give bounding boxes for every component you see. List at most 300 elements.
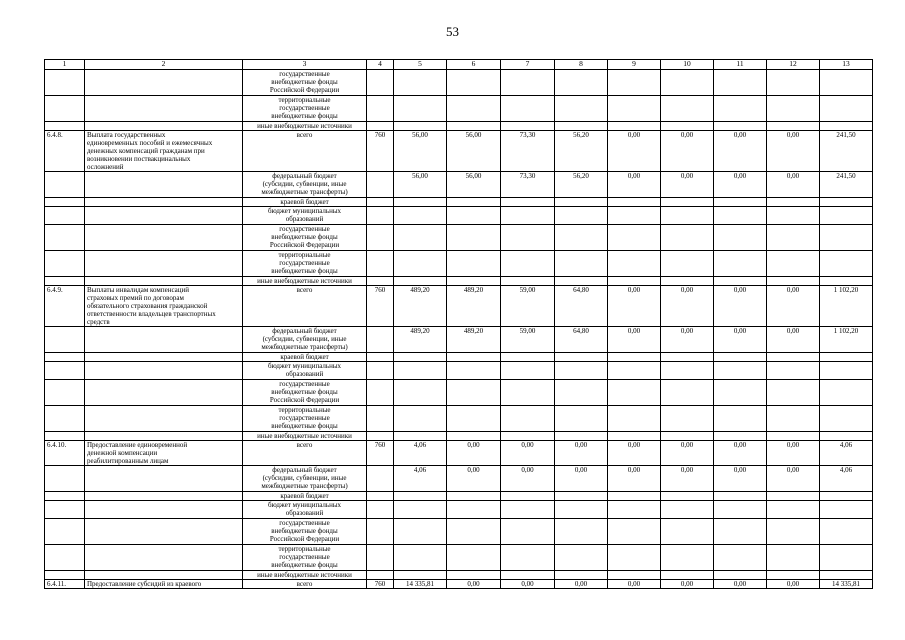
value-cell [555,406,608,432]
value-cell [714,207,767,225]
value-cell [555,519,608,545]
value-cell: 73,30 [501,131,555,172]
code-cell [367,519,394,545]
item-description-cell [85,96,243,122]
value-cell [661,406,714,432]
code-cell [367,380,394,406]
funding-source-cell: краевой бюджет [243,198,367,207]
value-cell: 0,00 [608,441,661,466]
value-cell [555,571,608,580]
value-cell: 4,06 [394,441,447,466]
funding-source-cell: иные внебюджетные источники [243,277,367,286]
table-row [45,198,873,207]
code-cell [367,198,394,207]
item-number-cell [45,406,85,432]
code-cell [367,492,394,501]
value-cell: 0,00 [661,466,714,492]
code-cell [367,571,394,580]
value-cell [394,353,447,362]
value-cell [555,251,608,277]
code-cell [367,207,394,225]
funding-source-cell: территориальные государственные внебюджетные фонды [243,406,367,432]
value-cell: 56,00 [394,131,447,172]
item-description-cell [85,492,243,501]
value-cell [608,362,661,380]
value-cell: 0,00 [661,580,714,589]
value-cell: 489,20 [447,327,501,353]
funding-source-cell: иные внебюджетные источники [243,571,367,580]
value-cell [820,122,873,131]
value-cell [608,501,661,519]
funding-source-cell: краевой бюджет [243,492,367,501]
value-cell [661,501,714,519]
value-cell [608,519,661,545]
value-cell [394,198,447,207]
value-cell [447,406,501,432]
value-cell: 0,00 [661,172,714,198]
value-cell [661,545,714,571]
item-number-cell [45,96,85,122]
table-row [45,172,873,198]
value-cell [714,362,767,380]
value-cell: 0,00 [447,466,501,492]
value-cell [394,70,447,96]
page-number: 53 [446,24,459,39]
value-cell [820,545,873,571]
item-number-cell [45,172,85,198]
item-description-cell [85,172,243,198]
code-cell [367,70,394,96]
value-cell [555,545,608,571]
value-cell: 0,00 [555,580,608,589]
code-cell [367,225,394,251]
item-number-cell: 6.4.9. [45,286,85,327]
column-header: 8 [555,60,608,70]
funding-source-cell: федеральный бюджет (субсидии, субвенции, иные межбюджетные трансферты) [243,327,367,353]
value-cell [555,277,608,286]
value-cell: 59,00 [501,286,555,327]
value-cell: 0,00 [608,580,661,589]
value-cell [501,571,555,580]
code-cell: 760 [367,286,394,327]
value-cell [608,70,661,96]
value-cell [608,198,661,207]
value-cell [555,122,608,131]
table-row [45,131,873,172]
value-cell [820,70,873,96]
value-cell: 0,00 [661,441,714,466]
value-cell [555,96,608,122]
code-cell [367,96,394,122]
column-header: 4 [367,60,394,70]
value-cell [661,251,714,277]
value-cell [501,251,555,277]
value-cell [608,492,661,501]
code-cell: 760 [367,580,394,589]
value-cell: 241,50 [820,172,873,198]
item-number-cell [45,198,85,207]
value-cell: 0,00 [447,441,501,466]
value-cell [714,251,767,277]
column-header: 2 [85,60,243,70]
value-cell [608,251,661,277]
code-cell [367,501,394,519]
value-cell [714,353,767,362]
value-cell [767,96,820,122]
value-cell [394,501,447,519]
value-cell [820,353,873,362]
funding-source-cell: всего [243,441,367,466]
value-cell [714,380,767,406]
value-cell [447,362,501,380]
value-cell [714,70,767,96]
column-header: 9 [608,60,661,70]
funding-source-cell: бюджет муниципальных образований [243,501,367,519]
value-cell [447,492,501,501]
value-cell [820,519,873,545]
value-cell [555,501,608,519]
value-cell [767,353,820,362]
value-cell: 0,00 [501,441,555,466]
item-number-cell [45,70,85,96]
value-cell [820,501,873,519]
value-cell [555,492,608,501]
value-cell [394,380,447,406]
table-row [45,380,873,406]
value-cell [661,380,714,406]
funding-source-cell: территориальные государственные внебюджетные фонды [243,96,367,122]
funding-source-cell: всего [243,580,367,589]
column-header: 5 [394,60,447,70]
value-cell [501,492,555,501]
item-description-cell [85,466,243,492]
column-header: 11 [714,60,767,70]
value-cell [767,492,820,501]
value-cell: 56,00 [447,172,501,198]
value-cell: 0,00 [555,466,608,492]
value-cell: 489,20 [447,286,501,327]
value-cell [447,207,501,225]
value-cell: 0,00 [501,466,555,492]
value-cell [767,207,820,225]
value-cell [661,353,714,362]
item-number-cell [45,225,85,251]
value-cell [608,380,661,406]
value-cell: 0,00 [608,466,661,492]
value-cell: 59,00 [501,327,555,353]
item-number-cell: 6.4.11. [45,580,85,589]
table-row [45,432,873,441]
value-cell [714,501,767,519]
value-cell: 0,00 [714,466,767,492]
value-cell [555,225,608,251]
table-row [45,122,873,131]
value-cell [394,225,447,251]
item-number-cell [45,122,85,131]
value-cell [501,545,555,571]
value-cell [394,277,447,286]
code-cell [367,172,394,198]
funding-source-cell: всего [243,131,367,172]
column-header: 1 [45,60,85,70]
value-cell: 56,20 [555,172,608,198]
value-cell: 4,06 [394,466,447,492]
value-cell [608,277,661,286]
value-cell [661,207,714,225]
value-cell [714,545,767,571]
value-cell [714,96,767,122]
value-cell: 4,06 [820,466,873,492]
value-cell [447,353,501,362]
value-cell [767,545,820,571]
funding-source-cell: государственные внебюджетные фонды Российской Федерации [243,70,367,96]
item-description-cell [85,353,243,362]
item-description-cell [85,122,243,131]
value-cell [394,432,447,441]
value-cell: 0,00 [661,327,714,353]
item-description-cell [85,277,243,286]
value-cell [447,380,501,406]
item-description-cell [85,198,243,207]
value-cell [394,207,447,225]
table-row [45,353,873,362]
table-row [45,277,873,286]
column-header: 6 [447,60,501,70]
value-cell: 0,00 [767,580,820,589]
code-cell [367,277,394,286]
value-cell [501,353,555,362]
item-number-cell: 6.4.8. [45,131,85,172]
column-header: 3 [243,60,367,70]
value-cell [820,492,873,501]
value-cell [661,96,714,122]
value-cell [714,122,767,131]
item-description-cell [85,70,243,96]
value-cell: 0,00 [767,327,820,353]
code-cell [367,353,394,362]
item-description-cell [85,251,243,277]
item-number-cell [45,492,85,501]
item-number-cell [45,353,85,362]
value-cell [447,198,501,207]
table-row [45,545,873,571]
value-cell [501,519,555,545]
value-cell [555,198,608,207]
value-cell [501,225,555,251]
code-cell: 760 [367,441,394,466]
column-header: 7 [501,60,555,70]
value-cell [661,225,714,251]
value-cell [447,501,501,519]
funding-source-cell: бюджет муниципальных образований [243,362,367,380]
value-cell [394,492,447,501]
column-header: 12 [767,60,820,70]
value-cell [767,277,820,286]
table-row [45,441,873,466]
code-cell [367,251,394,277]
item-number-cell [45,327,85,353]
value-cell [661,519,714,545]
funding-source-cell: территориальные государственные внебюджетные фонды [243,545,367,571]
table-row [45,96,873,122]
value-cell [394,122,447,131]
value-cell: 64,80 [555,327,608,353]
value-cell: 1 102,20 [820,286,873,327]
column-header: 13 [820,60,873,70]
value-cell: 0,00 [608,286,661,327]
column-header: 10 [661,60,714,70]
value-cell [394,519,447,545]
value-cell [714,198,767,207]
value-cell [501,198,555,207]
value-cell [447,432,501,441]
item-number-cell [45,380,85,406]
value-cell [447,70,501,96]
value-cell [714,571,767,580]
value-cell: 0,00 [714,327,767,353]
value-cell: 0,00 [608,131,661,172]
value-cell [661,70,714,96]
value-cell [661,122,714,131]
value-cell [501,207,555,225]
code-cell [367,362,394,380]
value-cell [767,70,820,96]
value-cell [714,277,767,286]
value-cell [767,251,820,277]
value-cell [394,251,447,277]
value-cell [661,198,714,207]
value-cell [555,362,608,380]
value-cell [714,406,767,432]
value-cell [608,406,661,432]
budget-table [44,59,873,589]
funding-source-cell: иные внебюджетные источники [243,122,367,131]
item-description-cell [85,432,243,441]
value-cell [820,198,873,207]
code-cell [367,327,394,353]
value-cell [820,225,873,251]
item-number-cell [45,362,85,380]
item-description-cell [85,406,243,432]
value-cell [661,277,714,286]
funding-source-cell: всего [243,286,367,327]
value-cell [820,571,873,580]
value-cell: 14 335,81 [394,580,447,589]
value-cell [447,251,501,277]
value-cell [767,519,820,545]
value-cell: 489,20 [394,286,447,327]
item-description-cell [85,380,243,406]
value-cell [767,501,820,519]
value-cell: 0,00 [767,441,820,466]
value-cell [661,362,714,380]
value-cell [501,122,555,131]
value-cell [555,432,608,441]
funding-source-cell: государственные внебюджетные фонды Российской Федерации [243,519,367,545]
value-cell [820,96,873,122]
value-cell [447,571,501,580]
value-cell: 241,50 [820,131,873,172]
value-cell [555,380,608,406]
value-cell [447,277,501,286]
value-cell: 4,06 [820,441,873,466]
value-cell [501,406,555,432]
header-row [45,60,873,70]
value-cell [714,492,767,501]
value-cell [767,362,820,380]
item-description-cell [85,501,243,519]
table-row [45,327,873,353]
value-cell [608,353,661,362]
item-description-cell [85,571,243,580]
value-cell [661,492,714,501]
code-cell [367,432,394,441]
code-cell [367,466,394,492]
value-cell [394,571,447,580]
item-description-cell: Предоставление субсидий из краевого [85,580,243,589]
value-cell: 0,00 [767,172,820,198]
code-cell [367,122,394,131]
value-cell: 0,00 [661,286,714,327]
table-row [45,70,873,96]
value-cell [608,545,661,571]
value-cell: 0,00 [714,580,767,589]
value-cell: 14 335,81 [820,580,873,589]
item-number-cell [45,207,85,225]
value-cell [608,207,661,225]
code-cell [367,406,394,432]
value-cell: 0,00 [608,172,661,198]
value-cell [767,406,820,432]
value-cell [501,380,555,406]
funding-source-cell: государственные внебюджетные фонды Российской Федерации [243,380,367,406]
value-cell: 0,00 [501,580,555,589]
value-cell [767,198,820,207]
item-number-cell [45,545,85,571]
value-cell [394,362,447,380]
value-cell [820,362,873,380]
value-cell [714,225,767,251]
value-cell [608,225,661,251]
value-cell [820,406,873,432]
table-row [45,207,873,225]
item-number-cell [45,519,85,545]
value-cell: 0,00 [767,286,820,327]
item-description-cell: Выплаты инвалидам компенсаций страховых премий по договорам обязательного страхования гражданской ответственности владельцев транспортных средств [85,286,243,327]
table-row [45,501,873,519]
value-cell: 56,00 [447,131,501,172]
value-cell [447,519,501,545]
value-cell [714,519,767,545]
value-cell [820,277,873,286]
item-number-cell [45,501,85,519]
funding-source-cell: государственные внебюджетные фонды Российской Федерации [243,225,367,251]
value-cell [501,70,555,96]
item-description-cell [85,327,243,353]
item-number-cell [45,251,85,277]
value-cell [820,380,873,406]
table-row [45,519,873,545]
table-row [45,466,873,492]
item-description-cell [85,362,243,380]
value-cell: 0,00 [714,131,767,172]
value-cell [820,207,873,225]
value-cell [447,225,501,251]
funding-source-cell: краевой бюджет [243,353,367,362]
table-row [45,571,873,580]
value-cell [608,432,661,441]
value-cell: 0,00 [447,580,501,589]
